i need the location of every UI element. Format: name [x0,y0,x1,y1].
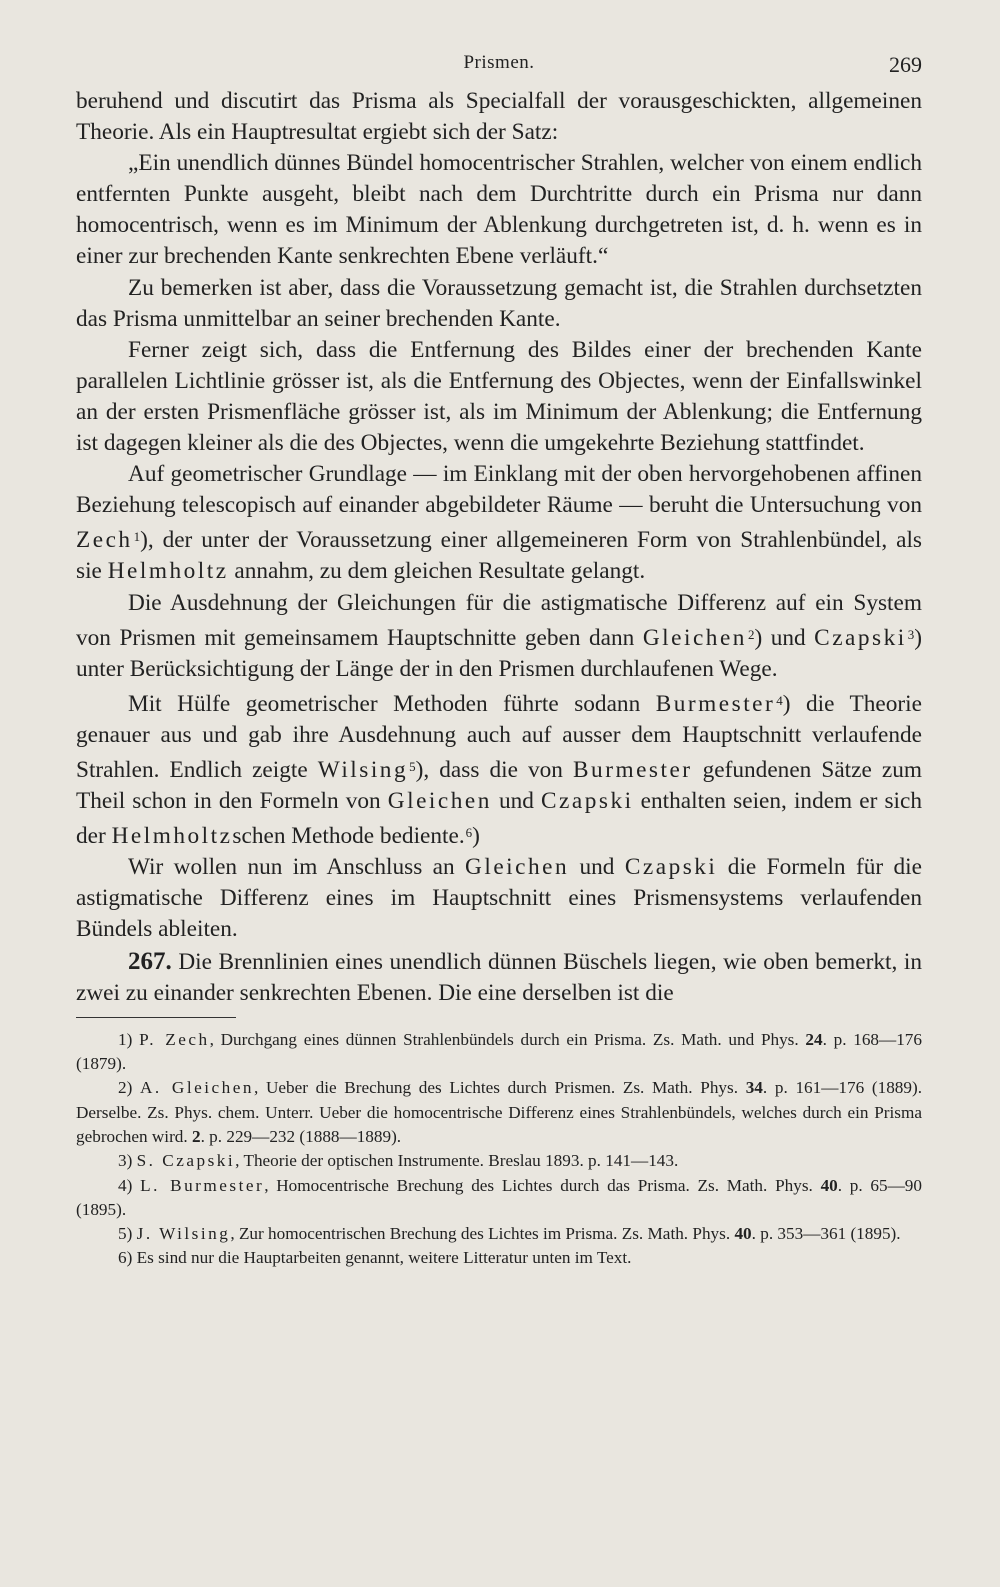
paragraph-8: Wir wollen nun im Anschluss an Gleichen und Czapski die Formeln für die astigmatische Differenz eines im Hauptschnitt eines Prismensystems verlaufenden Bündels ableiten. [76,854,922,943]
footnote-author: S. Czapski [136,1151,236,1171]
footnote-ref: 3 [907,626,915,642]
paragraph-3: Zu bemerken ist aber, dass die Voraussetzung gemacht ist, die Strahlen durchsetzten das Prisma unmittelbar an seiner brechenden Kante. [76,274,922,332]
paragraph-7: Mit Hülfe geometrischer Methoden führte sodann Burmester$^4$) die Theorie genauer aus und gab ihre Ausdehnung auch auf ausser dem Hauptschnitt verlaufende Strahlen. Endlich zeigte Wilsing$^5$), dass die von Burmester gefundenen Sätze zum Theil schon in den Formeln von Gleichen und Czapski enthalten seien, indem er sich der Helmholtzschen Methode bediente.$^6$) [76,690,923,850]
footnote-ref: 5 [409,758,416,774]
footnote-author: L. Burmester [140,1175,265,1195]
author-name: Czapski [814,624,907,651]
footnote-author: A. Gleichen [140,1078,254,1098]
author-name: Wilsing [317,756,409,783]
footnote-2: 2) A. Gleichen, Ueber die Brechung des Lichtes durch Prismen. Zs. Math. Phys. 34. p. 161—176 (1889). Derselbe. Zs. Phys. chem. Unterr. Ueber die homocentrische Differenz eines Strahlenbündels, welches durch ein Prisma gebrochen wird. 2. p. 229—232 (1888—1889). [76,1078,922,1146]
footnote-1: 1) P. Zech, Durchgang eines dünnen Strahlenbündels durch ein Prisma. Zs. Math. und Phys. 24. p. 168—176 (1879). [76,1029,922,1074]
author-name: Burmester [573,756,693,783]
footnote-5: 5) J. Wilsing, Zur homocentrischen Brechung des Lichtes im Prisma. Zs. Math. Phys. 40. p. 353—361 (1895). [118,1224,901,1244]
footnote-3: 3) S. Czapski, Theorie der optischen Instrumente. Breslau 1893. p. 141—143. [118,1151,679,1171]
paragraph-267: 267. Die Brennlinien eines unendlich dünnen Büschels liegen, wie oben bemerkt, in zwei zu einander senkrechten Ebenen. Die eine derselben ist die [76,947,922,1006]
author-name: Gleichen [642,624,747,651]
paragraph-4: Ferner zeigt sich, dass die Entfernung des Bildes einer der brechenden Kante parallelen Lichtlinie grösser ist, als die Entfernung des Objectes, wenn der Einfallswinkel an der ersten Prismenfläche grösser ist, als im Minimum der Ablenkung; die Entfernung ist dagegen kleiner als die des Objectes, wenn die umgekehrte Beziehung stattfindet. [76,336,922,457]
footnote-author: P. Zech [139,1029,210,1049]
section-number: 267. [128,947,172,975]
footnote-ref: 6 [465,825,473,841]
author-name: Czapski [624,854,718,881]
paragraph-6: Die Ausdehnung der Gleichungen für die astigmatische Differenz auf ein System von Prismen mit gemeinsamem Hauptschnitte geben dann Gleichen$^2$) und Czapski$^3$) unter Berücksichtigung der Länge der in den Prismen durchlaufenen Wege. [76,589,922,682]
author-name: Czapski [541,788,634,815]
author-name: Gleichen [387,788,492,815]
paragraph-5: Auf geometrischer Grundlage — im Einklang mit der oben hervorgehobenen affinen Beziehung telescopisch auf einander abgebildeter Räume — beruht die Untersuchung von Zech$^1$), der unter der Voraussetzung einer allgemeineren Form von Strahlenbündel, als sie Helmholtz annahm, zu dem gleichen Resultate gelangt. [76,461,922,585]
footnotes [76,1028,922,1271]
running-head: Prismen. [463,52,535,73]
paragraph-quote: „Ein unendlich dünnes Bündel homocentrischer Strahlen, welcher von einem endlich entfernten Punkte ausgeht, bleibt nach dem Durchtritte durch ein Prisma nur dann homocentrisch, wenn es im Minimum der Ablenkung durchgetreten ist, d. h. wenn es in einer zur brechenden Kante senkrechten Ebene verläuft.“ [76,150,922,270]
footnote-4: 4) L. Burmester, Homocentrische Brechung des Lichtes durch das Prisma. Zs. Math. Phys. 40. p. 65—90 (1895). [76,1175,922,1219]
footnote-author: J. Wilsing [136,1224,231,1244]
page-header [76,52,922,86]
footnote-ref: 2 [747,626,755,642]
paragraph-1: beruhend und discutirt das Prisma als Specialfall der vorausgeschickten, allgemeinen Theorie. Als ein Hauptresultat ergiebt sich der Satz: [76,88,922,146]
footnote-rule [76,1017,236,1018]
footnote-ref: 1 [133,529,141,545]
body-text [76,86,922,1009]
author-name: Zech [76,527,133,554]
author-name: Gleichen [465,854,570,881]
page-number: 269 [889,52,922,77]
author-name: Helmholtz [107,558,229,585]
author-name: Burmester [655,690,776,717]
author-name: Helmholtz [111,823,233,850]
footnote-ref: 4 [776,692,783,708]
footnote-6: 6) Es sind nur die Hauptarbeiten genannt, weitere Litteratur unten im Text. [118,1248,632,1268]
